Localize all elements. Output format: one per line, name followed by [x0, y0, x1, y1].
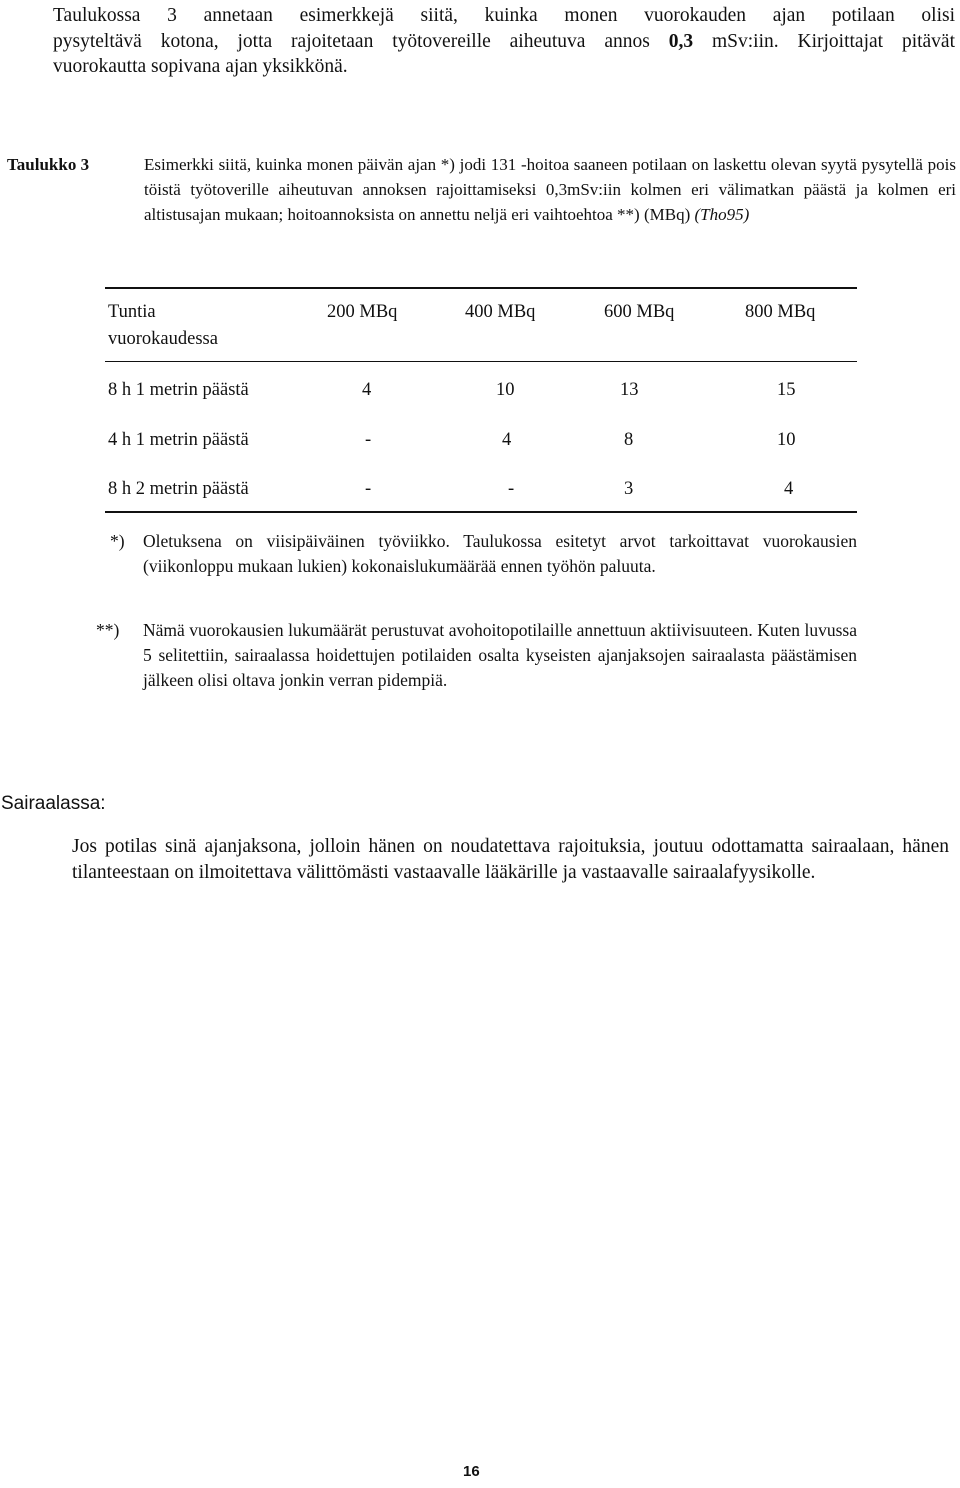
table-caption-label: Taulukko 3	[7, 155, 90, 174]
table-cell: 10	[496, 380, 515, 400]
column-header-800: 800 MBq	[745, 302, 816, 322]
table-cell: 4	[362, 380, 372, 400]
footnote-text-1: Oletuksena on viisipäiväinen työviikko. Taulukossa esitetyt arvot tarkoittavat vuorokausien (viikonloppu mukaan lukien) kokonaislukumäärää ennen työhön paluuta.	[143, 531, 857, 576]
table-caption-citation: (Tho95)	[694, 205, 750, 224]
footnote-mark-2: **)	[96, 620, 120, 640]
table-top-rule	[105, 287, 857, 289]
table-row-label: 8 h 1 metrin päästä	[108, 380, 249, 400]
table-header-hours	[108, 300, 218, 351]
intro-line-2-start: pysyteltävä kotona, jotta rajoitetaan työtovereille aiheutuva annos	[53, 30, 669, 52]
intro-line-2	[53, 29, 955, 55]
table-caption-body: Esimerkki siitä, kuinka monen päivän ajan *) jodi 131 -hoitoa saaneen potilaan on laskettu olevan syytä pysytellä pois töistä työtoverille aiheutuvan annoksen rajoittamiseksi 0,3mSv:iin kolmen eri välimatkan päästä ja kolmen eri altistusajan mukaan; hoitoannoksista on annettu neljä eri vaihtoehtoa **) (MBq)	[144, 155, 956, 224]
footnote-mark-1: *)	[110, 531, 125, 551]
column-header-600: 600 MBq	[604, 302, 675, 322]
table-cell: 8	[624, 430, 634, 450]
table-header-line-2: vuorokaudessa	[108, 329, 218, 349]
table-cell: 4	[502, 430, 512, 450]
table-caption-text	[144, 152, 956, 227]
table-cell: 13	[620, 380, 639, 400]
intro-line-1: Taulukossa 3 annetaan esimerkkejä siitä, kuinka monen vuorokauden ajan potilaan olisi	[53, 5, 955, 26]
column-header-200: 200 MBq	[327, 302, 398, 322]
column-header-400: 400 MBq	[465, 302, 536, 322]
table-bottom-rule	[105, 511, 857, 513]
intro-line-3: vuorokautta sopivana ajan yksikkönä.	[53, 56, 348, 77]
table-header-rule	[105, 361, 857, 362]
page-number: 16	[463, 1463, 480, 1480]
table-cell: 10	[777, 430, 796, 450]
table-header-line-1: Tuntia	[108, 302, 156, 322]
table-cell: 4	[784, 479, 794, 499]
table-cell: 3	[624, 479, 634, 499]
table-row-label: 8 h 2 metrin päästä	[108, 479, 249, 499]
table-row-label: 4 h 1 metrin päästä	[108, 430, 249, 450]
dose-value: 0,3	[668, 30, 694, 52]
intro-line-2-end: mSv:iin. Kirjoittajat pitävät	[693, 30, 956, 52]
section-paragraph: Jos potilas sinä ajanjaksona, jolloin hänen on noudatettava rajoituksia, joutuu odottamatta sairaalaan, hänen tilanteestaan on ilmoitettava välittömästi vastaavalle lääkärille ja vastaavalle sairaalafyysikolle.	[72, 836, 949, 883]
table-cell: 15	[777, 380, 796, 400]
table-cell: -	[508, 479, 515, 499]
table-cell: -	[365, 430, 372, 450]
table-cell: -	[365, 479, 372, 499]
section-heading: Sairaalassa:	[1, 793, 106, 814]
intro-paragraph	[53, 3, 955, 80]
footnote-text-2: Nämä vuorokausien lukumäärät perustuvat avohoitopotilaille annettuun aktiivisuuteen. Kuten luvussa 5 selitettiin, sairaalassa hoidettujen potilaiden osalta kyseisten ajanjaksojen sairaalasta päästämisen jälkeen olisi oltava jonkin verran pidempiä.	[143, 620, 857, 690]
